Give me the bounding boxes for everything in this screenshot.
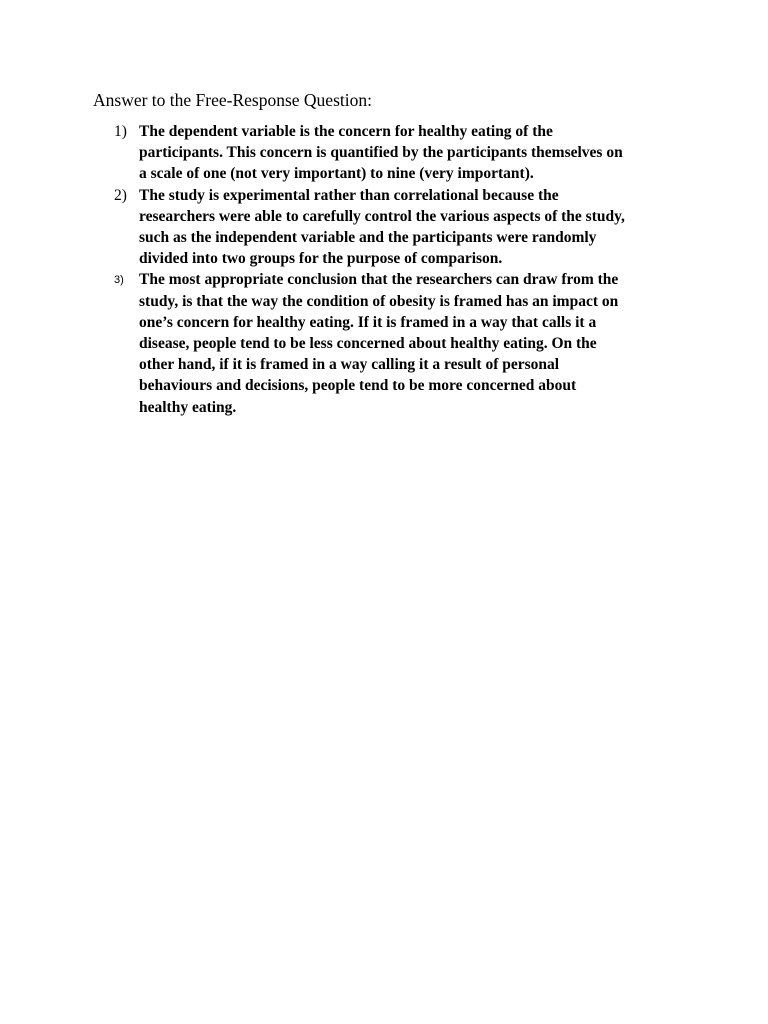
answer-line: a scale of one (not very important) to nine (very important). (139, 165, 534, 183)
answer-line: participants. This concern is quantified by the participants themselves on (139, 144, 623, 162)
answer-line: The most appropriate conclusion that the researchers can draw from the (139, 271, 619, 289)
answer-line: behaviours and decisions, people tend to be more concerned about (139, 377, 577, 395)
answer-number: 2) (114, 186, 127, 204)
answer-line: one’s concern for healthy eating. If it is framed in a way that calls it a (139, 313, 597, 331)
answer-number: 1) (114, 123, 127, 140)
answer-line: healthy eating. (139, 398, 237, 416)
answer-line: such as the independent variable and the participants were randomly (139, 229, 597, 247)
answer-text (139, 185, 659, 270)
answer-line: disease, people tend to be less concerned about healthy eating. On the (139, 335, 597, 353)
answer-line: researchers were able to carefully control the various aspects of the study, (139, 207, 625, 225)
answer-text (139, 121, 659, 185)
answer-line: study, is that the way the condition of obesity is framed has an impact on (139, 292, 619, 310)
answer-line: divided into two groups for the purpose of comparison. (139, 250, 503, 268)
answer-text (139, 269, 659, 417)
document-heading: Answer to the Free-Response Question: (93, 90, 372, 110)
answer-line: The dependent variable is the concern for healthy eating of the (139, 123, 553, 140)
answer-item-1 (0, 121, 768, 185)
answer-number: 3) (114, 274, 124, 287)
answer-line: The study is experimental rather than correlational because the (139, 186, 559, 204)
answer-item-2 (0, 185, 768, 270)
answer-item-3 (0, 269, 768, 417)
answer-list (0, 121, 768, 418)
answer-line: other hand, if it is framed in a way calling it a result of personal (139, 356, 560, 374)
